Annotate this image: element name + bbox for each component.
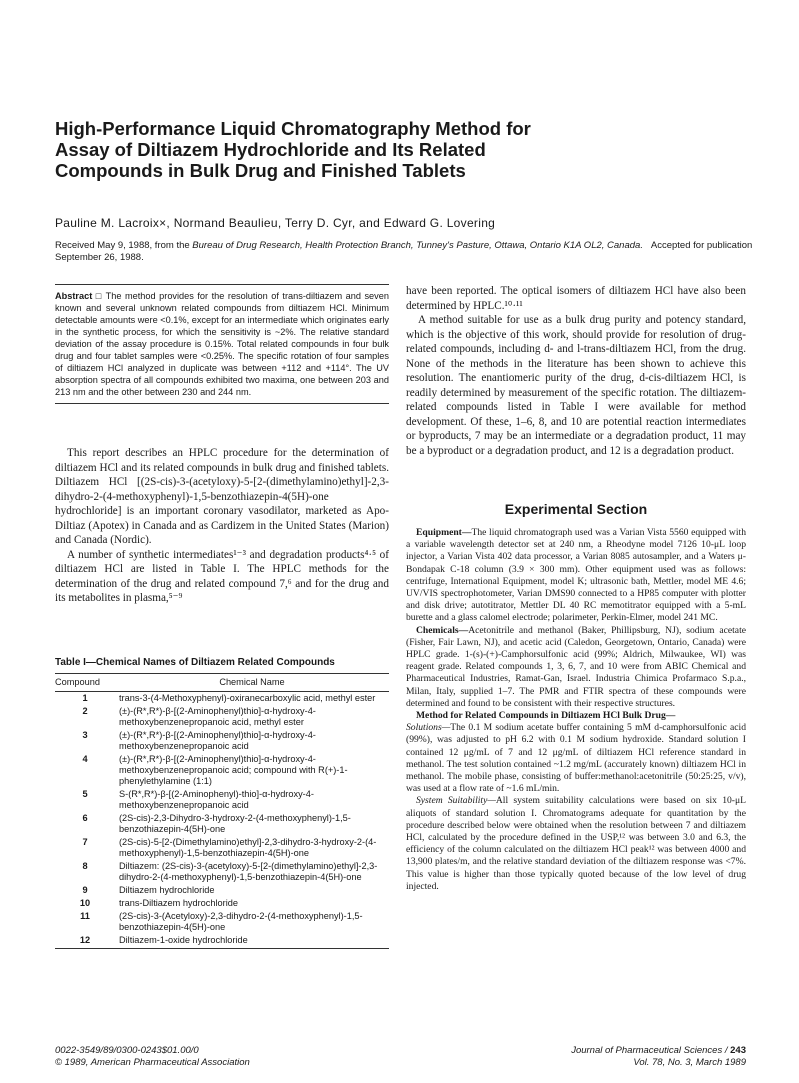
table-row <box>55 705 389 729</box>
table-caption: Table I—Chemical Names of Diltiazem Related Compounds <box>55 657 335 668</box>
experimental-section <box>406 527 746 893</box>
abstract-box <box>55 284 389 404</box>
abstract-text: The method provides for the resolution of trans-diltiazem and seven known and several unknown related compounds from diltiazem HCl. Minimum detectable amounts were <0.1%, except for an intermediate which originates early in the synthetic process, for which the sensitivity is ~2%. The relative standard deviation of the assay procedure is 0.15%. Total related compounds in four bulk drug and four tablet samples were <0.25%. The specific rotation of four samples of diltiazem HCl analyzed in duplicate was between +112 and +114°. The UV absorption spectra of all compounds exhibited two maxima, one between 203 and 213 nm and the other between 230 and 244 nm. <box>55 291 389 397</box>
author-list: Pauline M. Lacroix×, Normand Beaulieu, Terry D. Cyr, and Edward G. Lovering <box>55 216 496 230</box>
received-note <box>55 240 755 264</box>
intro-paragraph-2: A number of synthetic intermediates¹⁻³ and degradation products⁴·⁵ of diltiazem HCl are listed in Table I. The HPLC methods for the determination of the drug and related compound 7,⁶ and for the drug and its metabolites in plasma,⁵⁻⁹ <box>55 548 389 604</box>
intro-paragraph-4: A method suitable for use as a bulk drug purity and potency standard, which is the objective of this work, should provide for resolution of drug-related compounds, including d- and l-trans-diltiazem HCl, from the drug. None of the methods in the literature has been shown to achieve this resolution. The enantiomeric purity of the drug, d-cis-diltiazem HCl, is readily determined by measurement of the specific rotation. The diltiazem-related compounds listed in Table I were available for method development. Of these, 1–6, 8, and 10 are potential reaction intermediates or byproducts, 7 may be an intermediate or a degradation product, 11 may be a byproduct or a degradation product, and 12 is a degradation product. <box>406 314 746 457</box>
compound-number: 3 <box>82 730 88 740</box>
paragraph-text: Acetonitrile and methanol (Baker, Phillipsburg, NJ), sodium acetate (Fisher, Fair Lawn, NJ), and acetic acid (Caledon, Georgetown, Ontario, Canada) were HPLC grade. 1-(s)-(+)-Camphorsulfonic acid (99%; Aldrich, Milwaukee, WI) was reagent grade. Related compounds 1, 3, 6, 7, and 10 were from ABIC Chemical and Pharmaceutical Industries, Ramat-Gan, Israel. Industria Chimica Profarmaco S.p.a., Milan, Italy, supplied 1–7. The PMR and FTIR spectra of these compounds were determined and found to be consistent with their respective structures. <box>406 624 746 709</box>
received-date: Received May 9, 1988, from the <box>55 240 193 251</box>
system-suitability-paragraph <box>406 795 746 893</box>
compound-number: 9 <box>82 885 88 895</box>
abstract-label: Abstract <box>55 291 93 301</box>
paragraph-heading: Chemicals— <box>416 624 469 636</box>
compound-number: 7 <box>82 837 88 847</box>
column-header-chemical-name: Chemical Name <box>115 674 389 692</box>
intro-left-column <box>55 446 389 606</box>
paragraph-text: The 0.1 M sodium acetate buffer containing 5 mM d-camphorsulfonic acid (99%), was adjusted to pH 6.2 with 0.1 M sodium hydroxide. Standard solution I contained 12 μg/mL of 7 and 12 μg/mL of diltiazem HCl reference standard in methanol. The test solution contained ~1.2 mg/mL (accurately known) diltiazem HCl in methanol. The mobile phase, consisting of buffer:methanol:acetonitrile (50:25:25, v/v), was used at a flow rate of ~1.6 mL/min. <box>406 722 746 795</box>
compound-name: Diltiazem-1-oxide hydrochloride <box>115 934 389 949</box>
compound-number: 11 <box>80 911 90 921</box>
compound-name: Diltiazem: (2S-cis)-3-(acetyloxy)-5-[2-(dimethylamino)ethyl]-2,3-dihydro-2-(4-methoxyphenyl)-1,5-benzothiazepin-4(5H)-one <box>119 861 378 882</box>
paragraph-heading: Equipment— <box>416 527 472 538</box>
table-row <box>55 692 389 706</box>
compound-number: 1 <box>82 693 88 703</box>
table-row <box>55 788 389 812</box>
paragraph-heading: Method for Related Compounds in Diltiazem HCl Bulk Drug— <box>416 710 676 722</box>
footer-right <box>506 1045 746 1069</box>
volume-info: Vol. 78, No. 3, March 1989 <box>633 1057 746 1068</box>
compounds-table <box>55 673 389 949</box>
section-heading: Experimental Section <box>504 501 648 517</box>
compound-name: (2S-cis)-5-[2-(Dimethylamino)ethyl]-2,3-dihydro-3-hydroxy-2-(4-methoxyphenyl)-1,5-benzothiazepin-4(5H)-one <box>119 837 377 858</box>
compound-name: trans-3-(4-Methoxyphenyl)-oxiranecarboxylic acid, methyl ester <box>119 693 376 703</box>
paragraph-text: All system suitability calculations were based on six 10-μL aliquots of standard solution I. Chromatograms adequate for quantitation by the procedure described below were obtained when the resolution between 7 and diltiazem HCl, calculated by the procedure defined in the USP,¹² was between 3.0 and 6.3, the efficiency of the column calculated on the diltiazem HCl peak¹² was between 4000 and 13,900 plates/m, and the relative standard deviation of the diltiazem response was <7%. This value is higher than those typically quoted because of the low level of drug injected. <box>406 795 746 892</box>
compound-number: 6 <box>82 813 88 823</box>
journal-line <box>506 1045 746 1057</box>
table-row <box>55 897 389 910</box>
article-title: High-Performance Liquid Chromatography Method for Assay of Diltiazem Hydrochloride and Its Related Compounds in Bulk Drug and Finished Tablets <box>55 118 531 181</box>
compound-name: Diltiazem hydrochloride <box>119 885 215 895</box>
compound-name: (±)-(R*,R*)-β-[(2-Aminophenyl)thio]-α-hydroxy-4-methoxybenzenepropanoic acid <box>119 730 316 751</box>
copyright: © 1989, American Pharmaceutical Association <box>55 1057 250 1068</box>
compound-number: 12 <box>55 934 115 949</box>
compound-name: (2S-cis)-3-(Acetyloxy)-2,3-dihydro-2-(4-methoxyphenyl)-1,5-benzothiazepin-4(5H)-one <box>119 911 363 932</box>
compound-number: 10 <box>79 898 91 908</box>
affiliation: Bureau of Drug Research, Health Protection Branch, Tunney's Pasture, Ottawa, Ontario K1A OL2, Canada. <box>192 240 643 251</box>
method-heading-paragraph <box>406 710 746 722</box>
table-row <box>55 729 389 753</box>
compound-name: S-(R*,R*)-β-[(2-Aminophenyl)-thio]-α-hydroxy-4-methoxybenzenepropanoic acid <box>119 789 314 810</box>
intro-right-column <box>406 284 746 458</box>
equipment-paragraph <box>406 527 746 625</box>
page-number: 243 <box>730 1045 746 1056</box>
compound-name: (±)-(R*,R*)-β-[(2-Aminophenyl)thio]-α-hydroxy-4-methoxybenzenepropanoic acid; compound with R(+)-1-phenylethylamine (1:1) <box>119 754 348 786</box>
compound-name: (±)-(R*,R*)-β-[(2-Aminophenyl)thio]-α-hydroxy-4-methoxybenzenepropanoic acid, methyl ester <box>119 706 316 727</box>
accepted-date: Accepted for publication September 26, 1988. <box>55 240 753 263</box>
column-header-compound: Compound <box>55 674 115 692</box>
table-row <box>55 934 389 949</box>
checkbox-square-icon: □ <box>95 291 103 301</box>
table-row <box>55 860 389 884</box>
compound-number: 4 <box>82 754 88 764</box>
footer-left <box>55 1045 250 1069</box>
table-row <box>55 753 389 788</box>
compound-name: trans-Diltiazem hydrochloride <box>119 898 238 908</box>
solutions-paragraph <box>406 722 746 795</box>
table-row <box>55 812 389 836</box>
intro-paragraph-1: This report describes an HPLC procedure for the determination of diltiazem HCl and its related compounds in bulk drug and finished tablets. Diltiazem HCl [(2S-cis)-3-(acetyloxy)-5-[2-(dimethylamino)ethyl]-2,3-dihydro-2-(4-methoxyphenyl)-1,5-benzothiazepin-4(5H)-one hydrochloride] is an important coronary vasodilator, marketed as Apo-Diltiaz (Apotex) in Canada and as Cardizem in the United States (Marion) and Canada (Nordic). <box>55 447 389 546</box>
compound-number: 5 <box>82 789 88 799</box>
compound-number: 8 <box>82 861 88 871</box>
paragraph-heading: Solutions— <box>406 722 451 734</box>
paragraph-heading: System Suitability— <box>416 795 496 807</box>
journal-name: Journal of Pharmaceutical Sciences / <box>571 1045 731 1056</box>
table-row <box>55 884 389 897</box>
compound-number: 2 <box>82 706 88 716</box>
chemicals-paragraph <box>406 625 746 710</box>
table-row <box>55 910 389 934</box>
table-row <box>55 836 389 860</box>
paragraph-text: The liquid chromatograph used was a Varian Vista 5560 equipped with a variable wavelength detector set at 240 nm, a Rheodyne model 7126 10-μL loop injector, a Varian Vista 402 data processor, a Varian 8085 autosampler, and a Waters μ-Bondapak C-18 column (3.9 × 300 mm). Other equipment used was as follows: centrifuge, International Equipment, model K; ultrasonic bath, Mettler, model ME 4.6; UV/VIS spectrophotometer, Varian DMS90 connected to a HP85 computer with plotter and disk drive; autotitrator, Mettler DL 40 RC memotitrator equipped with a 5-mL burette and a glass calomel electrode; polarimeter, Perkin-Elmer, model 241 MC. <box>406 527 746 624</box>
compound-name: (2S-cis)-2,3-Dihydro-3-hydroxy-2-(4-methoxyphenyl)-1,5-benzothiazepin-4(5H)-one <box>119 813 351 834</box>
intro-paragraph-3: have been reported. The optical isomers of diltiazem HCl have also been determined by HPLC.¹⁰·¹¹ <box>406 285 746 312</box>
issn-code: 0022-3549/89/0300-0243$01.00/0 <box>55 1045 199 1056</box>
